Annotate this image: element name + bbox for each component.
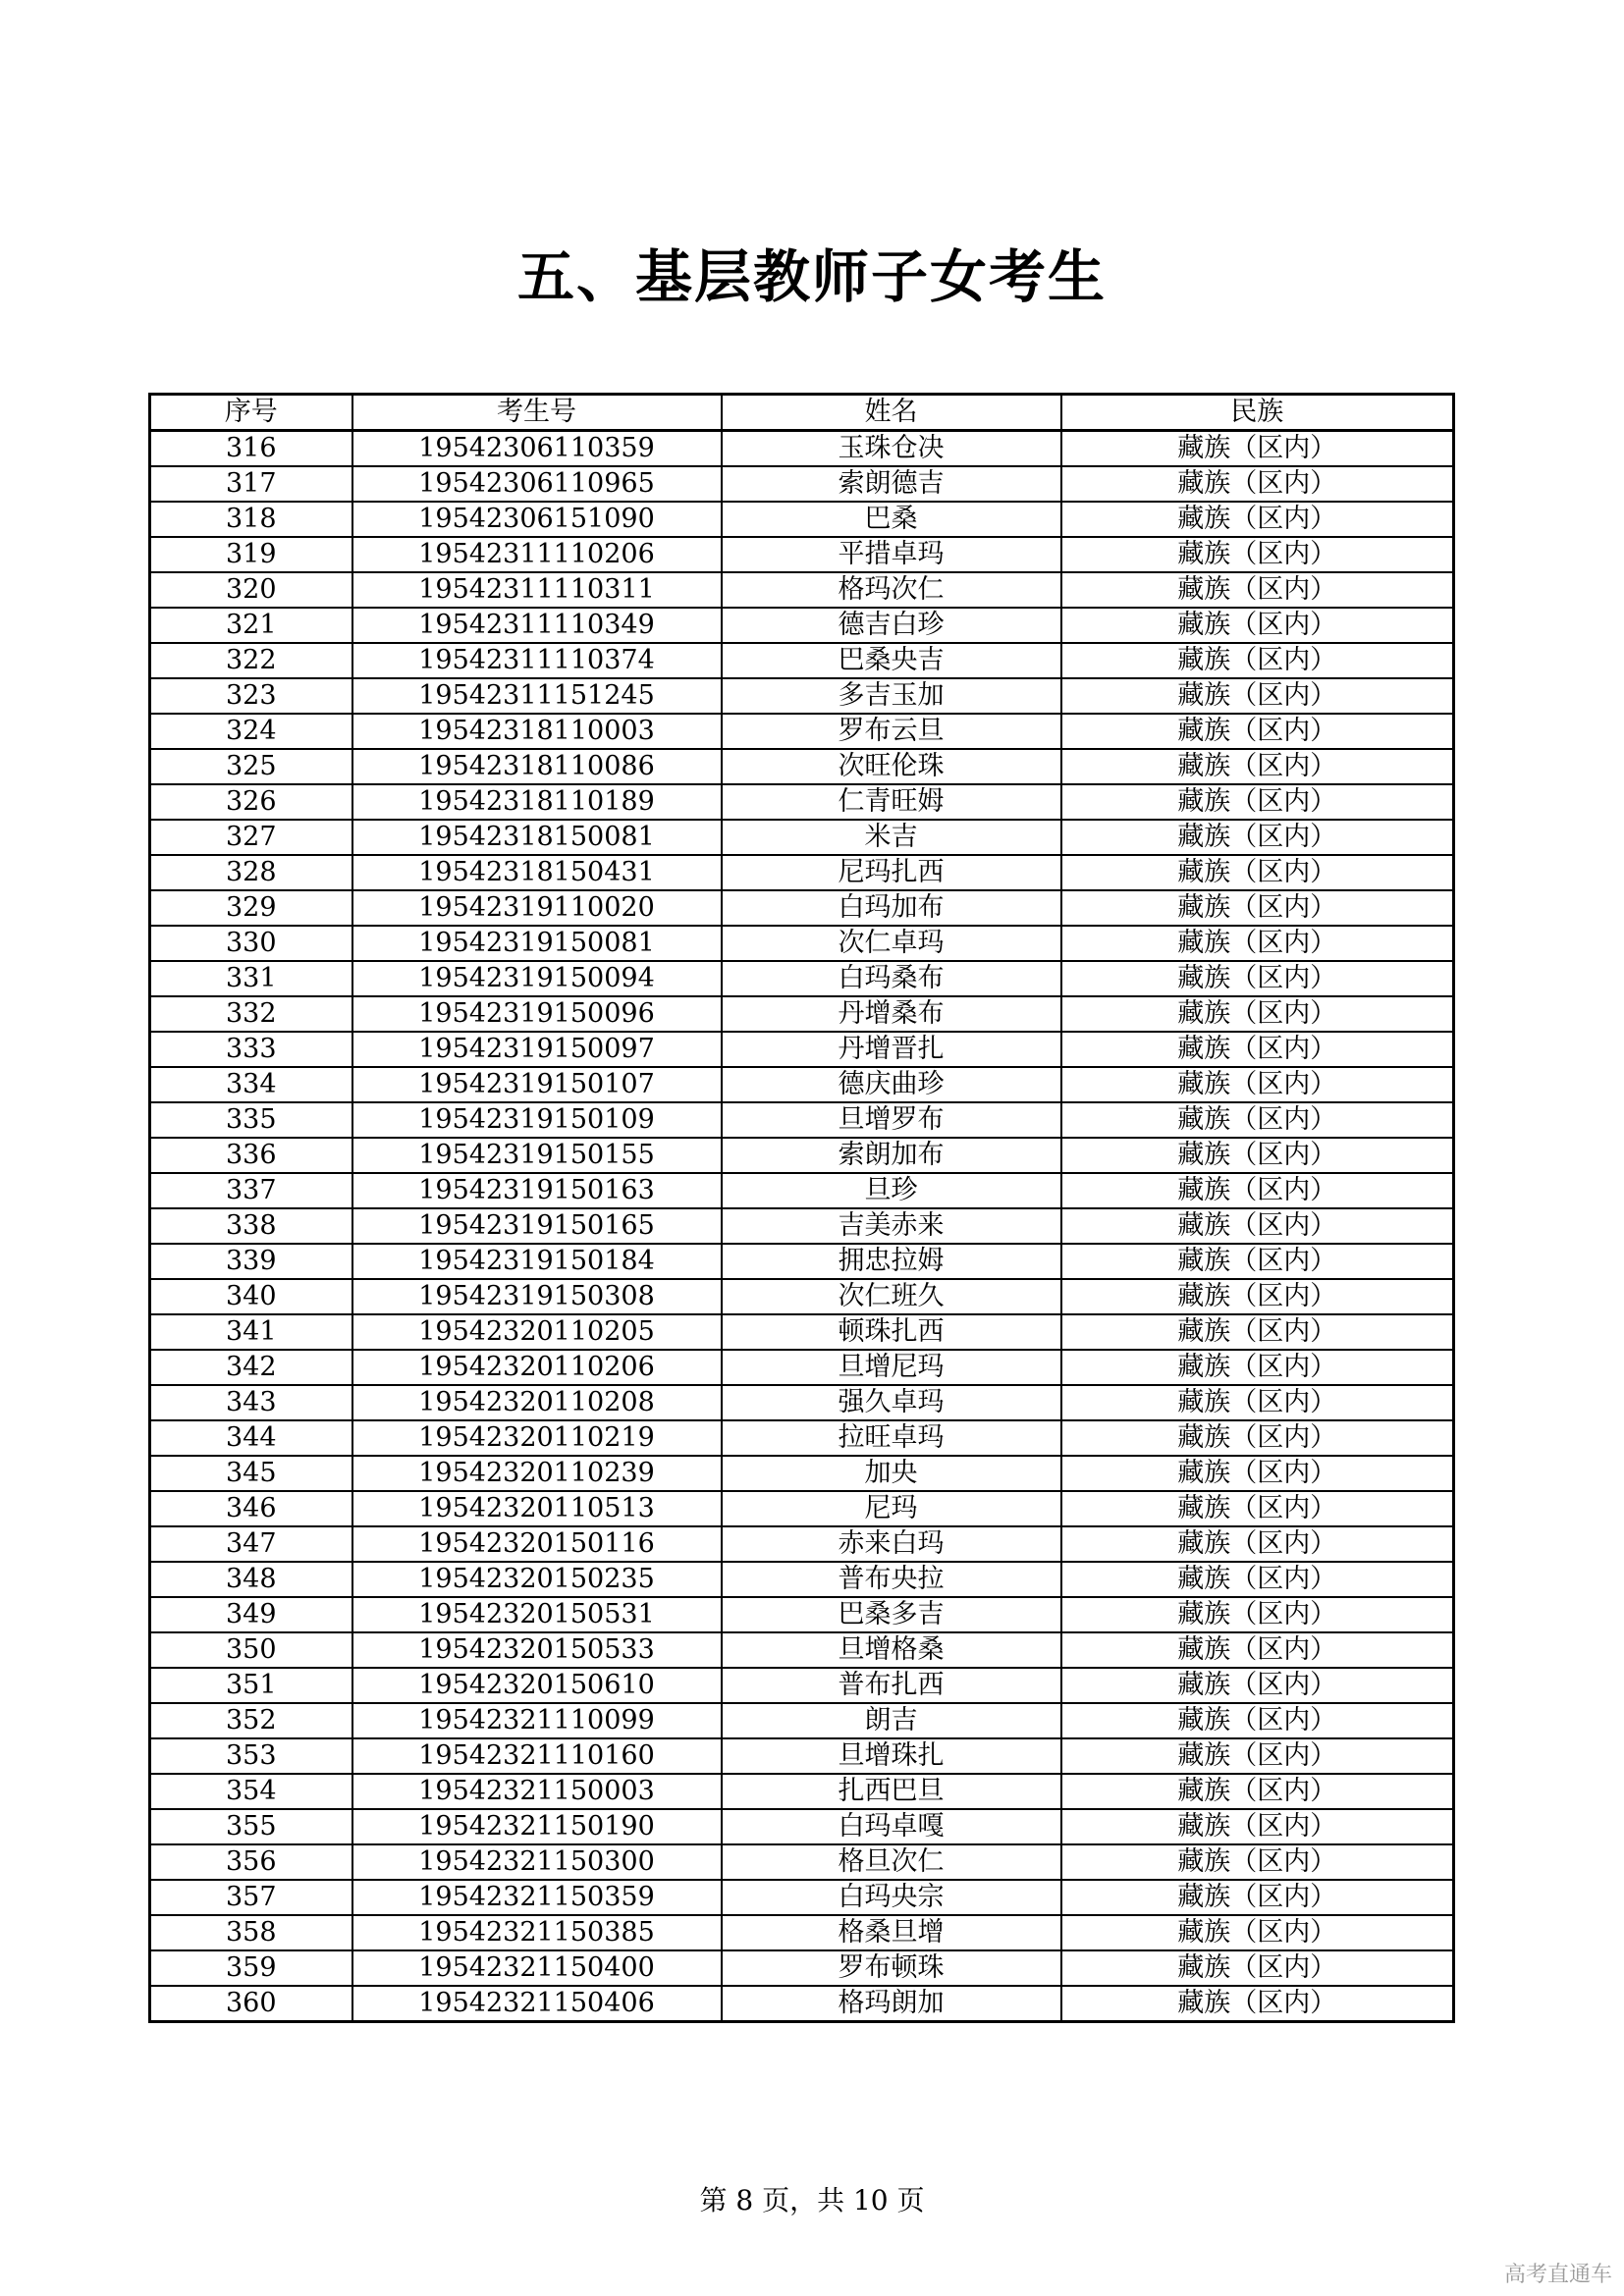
cell-name: 丹增晋扎 <box>722 1032 1061 1067</box>
cell-name: 白玛加布 <box>722 890 1061 926</box>
cell-name: 次旺伦珠 <box>722 749 1061 784</box>
candidate-table <box>148 393 1455 2023</box>
cell-index: 333 <box>150 1032 352 1067</box>
cell-index: 337 <box>150 1173 352 1208</box>
table-row <box>150 608 1454 643</box>
cell-ethnicity: 藏族（区内） <box>1061 1668 1454 1703</box>
cell-name: 普布扎西 <box>722 1668 1061 1703</box>
table-row <box>150 1809 1454 1844</box>
table-body <box>150 431 1454 2022</box>
cell-index: 329 <box>150 890 352 926</box>
cell-exam-number: 19542319150109 <box>352 1102 722 1138</box>
cell-name: 普布央拉 <box>722 1562 1061 1597</box>
table-row <box>150 1314 1454 1350</box>
cell-index: 349 <box>150 1597 352 1632</box>
table-row <box>150 961 1454 996</box>
cell-ethnicity: 藏族（区内） <box>1061 714 1454 749</box>
cell-name: 白玛桑布 <box>722 961 1061 996</box>
cell-exam-number: 19542321110099 <box>352 1703 722 1738</box>
cell-name: 格玛次仁 <box>722 572 1061 608</box>
cell-exam-number: 19542320150235 <box>352 1562 722 1597</box>
cell-name: 次仁班久 <box>722 1279 1061 1314</box>
cell-ethnicity: 藏族（区内） <box>1061 1526 1454 1562</box>
cell-index: 350 <box>150 1632 352 1668</box>
table-row <box>150 1986 1454 2022</box>
table-row <box>150 1562 1454 1597</box>
cell-index: 355 <box>150 1809 352 1844</box>
cell-ethnicity: 藏族（区内） <box>1061 890 1454 926</box>
cell-ethnicity: 藏族（区内） <box>1061 1067 1454 1102</box>
cell-name: 加央 <box>722 1456 1061 1491</box>
column-header-name: 姓名 <box>722 395 1061 431</box>
cell-name: 旦增尼玛 <box>722 1350 1061 1385</box>
cell-name: 巴桑多吉 <box>722 1597 1061 1632</box>
cell-name: 赤来白玛 <box>722 1526 1061 1562</box>
cell-ethnicity: 藏族（区内） <box>1061 1102 1454 1138</box>
cell-name: 次仁卓玛 <box>722 926 1061 961</box>
cell-ethnicity: 藏族（区内） <box>1061 643 1454 678</box>
table-row <box>150 431 1454 467</box>
cell-ethnicity: 藏族（区内） <box>1061 1420 1454 1456</box>
cell-name: 罗布云旦 <box>722 714 1061 749</box>
table-row <box>150 1138 1454 1173</box>
cell-index: 320 <box>150 572 352 608</box>
column-header-exam-number: 考生号 <box>352 395 722 431</box>
cell-index: 316 <box>150 431 352 467</box>
table-header <box>150 395 1454 431</box>
cell-ethnicity: 藏族（区内） <box>1061 1632 1454 1668</box>
table-row <box>150 996 1454 1032</box>
cell-index: 328 <box>150 855 352 890</box>
cell-exam-number: 19542320150116 <box>352 1526 722 1562</box>
cell-ethnicity: 藏族（区内） <box>1061 1915 1454 1950</box>
cell-name: 平措卓玛 <box>722 537 1061 572</box>
cell-exam-number: 19542311110374 <box>352 643 722 678</box>
cell-exam-number: 19542319150081 <box>352 926 722 961</box>
cell-ethnicity: 藏族（区内） <box>1061 678 1454 714</box>
cell-exam-number: 19542319150155 <box>352 1138 722 1173</box>
table-row <box>150 1950 1454 1986</box>
cell-exam-number: 19542306151090 <box>352 502 722 537</box>
cell-exam-number: 19542320110208 <box>352 1385 722 1420</box>
cell-name: 巴桑 <box>722 502 1061 537</box>
cell-ethnicity: 藏族（区内） <box>1061 1314 1454 1350</box>
table-row <box>150 1774 1454 1809</box>
table-row <box>150 1173 1454 1208</box>
cell-exam-number: 19542319150094 <box>352 961 722 996</box>
table-row <box>150 1844 1454 1880</box>
cell-ethnicity: 藏族（区内） <box>1061 1208 1454 1244</box>
cell-ethnicity: 藏族（区内） <box>1061 1456 1454 1491</box>
cell-exam-number: 19542318110003 <box>352 714 722 749</box>
cell-exam-number: 19542319150097 <box>352 1032 722 1067</box>
cell-ethnicity: 藏族（区内） <box>1061 1562 1454 1597</box>
cell-index: 346 <box>150 1491 352 1526</box>
cell-index: 339 <box>150 1244 352 1279</box>
cell-exam-number: 19542320110205 <box>352 1314 722 1350</box>
cell-exam-number: 19542321150359 <box>352 1880 722 1915</box>
cell-index: 321 <box>150 608 352 643</box>
cell-exam-number: 19542320150610 <box>352 1668 722 1703</box>
cell-index: 359 <box>150 1950 352 1986</box>
cell-exam-number: 19542318150431 <box>352 855 722 890</box>
cell-index: 324 <box>150 714 352 749</box>
cell-index: 318 <box>150 502 352 537</box>
table-row <box>150 1703 1454 1738</box>
cell-name: 多吉玉加 <box>722 678 1061 714</box>
cell-index: 345 <box>150 1456 352 1491</box>
cell-name: 顿珠扎西 <box>722 1314 1061 1350</box>
cell-exam-number: 19542319150184 <box>352 1244 722 1279</box>
cell-ethnicity: 藏族（区内） <box>1061 1880 1454 1915</box>
cell-index: 347 <box>150 1526 352 1562</box>
cell-ethnicity: 藏族（区内） <box>1061 784 1454 820</box>
table-row <box>150 1279 1454 1314</box>
table-row <box>150 1597 1454 1632</box>
table-row <box>150 1385 1454 1420</box>
table-row <box>150 1491 1454 1526</box>
cell-ethnicity: 藏族（区内） <box>1061 572 1454 608</box>
cell-index: 334 <box>150 1067 352 1102</box>
cell-ethnicity: 藏族（区内） <box>1061 1703 1454 1738</box>
cell-ethnicity: 藏族（区内） <box>1061 926 1454 961</box>
cell-ethnicity: 藏族（区内） <box>1061 1809 1454 1844</box>
table-row <box>150 1880 1454 1915</box>
cell-name: 米吉 <box>722 820 1061 855</box>
cell-index: 358 <box>150 1915 352 1950</box>
cell-index: 342 <box>150 1350 352 1385</box>
table-row <box>150 502 1454 537</box>
cell-ethnicity: 藏族（区内） <box>1061 749 1454 784</box>
cell-ethnicity: 藏族（区内） <box>1061 1244 1454 1279</box>
column-header-index: 序号 <box>150 395 352 431</box>
cell-index: 319 <box>150 537 352 572</box>
cell-name: 格桑旦增 <box>722 1915 1061 1950</box>
cell-exam-number: 19542318110189 <box>352 784 722 820</box>
cell-ethnicity: 藏族（区内） <box>1061 1844 1454 1880</box>
table-row <box>150 926 1454 961</box>
table-row <box>150 1915 1454 1950</box>
cell-name: 扎西巴旦 <box>722 1774 1061 1809</box>
cell-ethnicity: 藏族（区内） <box>1061 1385 1454 1420</box>
cell-index: 341 <box>150 1314 352 1350</box>
cell-ethnicity: 藏族（区内） <box>1061 1032 1454 1067</box>
cell-exam-number: 19542321150003 <box>352 1774 722 1809</box>
cell-exam-number: 19542306110965 <box>352 466 722 502</box>
table-row <box>150 1526 1454 1562</box>
cell-name: 旦珍 <box>722 1173 1061 1208</box>
cell-index: 326 <box>150 784 352 820</box>
cell-exam-number: 19542319150107 <box>352 1067 722 1102</box>
cell-name: 朗吉 <box>722 1703 1061 1738</box>
table-row <box>150 1067 1454 1102</box>
cell-ethnicity: 藏族（区内） <box>1061 537 1454 572</box>
cell-name: 索朗加布 <box>722 1138 1061 1173</box>
cell-ethnicity: 藏族（区内） <box>1061 502 1454 537</box>
cell-index: 336 <box>150 1138 352 1173</box>
table-row <box>150 749 1454 784</box>
cell-name: 格玛朗加 <box>722 1986 1061 2022</box>
cell-ethnicity: 藏族（区内） <box>1061 1279 1454 1314</box>
table-row <box>150 714 1454 749</box>
cell-name: 德吉白珍 <box>722 608 1061 643</box>
cell-exam-number: 19542318110086 <box>352 749 722 784</box>
cell-index: 317 <box>150 466 352 502</box>
cell-name: 巴桑央吉 <box>722 643 1061 678</box>
cell-name: 仁青旺姆 <box>722 784 1061 820</box>
cell-index: 351 <box>150 1668 352 1703</box>
cell-exam-number: 19542321150385 <box>352 1915 722 1950</box>
cell-exam-number: 19542320110239 <box>352 1456 722 1491</box>
cell-ethnicity: 藏族（区内） <box>1061 1950 1454 1986</box>
table-row <box>150 1208 1454 1244</box>
cell-name: 白玛卓嘎 <box>722 1809 1061 1844</box>
table-row <box>150 466 1454 502</box>
cell-index: 354 <box>150 1774 352 1809</box>
cell-name: 拥忠拉姆 <box>722 1244 1061 1279</box>
cell-index: 338 <box>150 1208 352 1244</box>
header-row <box>150 395 1454 431</box>
cell-name: 丹增桑布 <box>722 996 1061 1032</box>
cell-ethnicity: 藏族（区内） <box>1061 1597 1454 1632</box>
cell-name: 罗布顿珠 <box>722 1950 1061 1986</box>
cell-name: 德庆曲珍 <box>722 1067 1061 1102</box>
watermark-logo: 高考直通车 <box>1503 2263 1612 2287</box>
cell-exam-number: 19542311110349 <box>352 608 722 643</box>
table-row <box>150 1102 1454 1138</box>
cell-ethnicity: 藏族（区内） <box>1061 1350 1454 1385</box>
cell-exam-number: 19542311110206 <box>352 537 722 572</box>
cell-index: 357 <box>150 1880 352 1915</box>
cell-index: 332 <box>150 996 352 1032</box>
cell-name: 索朗德吉 <box>722 466 1061 502</box>
cell-exam-number: 19542321150406 <box>352 1986 722 2022</box>
table-row <box>150 1738 1454 1774</box>
table-row <box>150 1668 1454 1703</box>
table-row <box>150 1420 1454 1456</box>
cell-name: 旦增珠扎 <box>722 1738 1061 1774</box>
cell-index: 344 <box>150 1420 352 1456</box>
table-row <box>150 537 1454 572</box>
cell-name: 格旦次仁 <box>722 1844 1061 1880</box>
page-title: 五、基层教师子女考生 <box>516 243 1107 310</box>
cell-exam-number: 19542311151245 <box>352 678 722 714</box>
cell-index: 331 <box>150 961 352 996</box>
cell-name: 玉珠仓决 <box>722 431 1061 467</box>
cell-index: 352 <box>150 1703 352 1738</box>
cell-index: 322 <box>150 643 352 678</box>
cell-ethnicity: 藏族（区内） <box>1061 1738 1454 1774</box>
table-row <box>150 1350 1454 1385</box>
cell-ethnicity: 藏族（区内） <box>1061 820 1454 855</box>
cell-name: 拉旺卓玛 <box>722 1420 1061 1456</box>
cell-ethnicity: 藏族（区内） <box>1061 855 1454 890</box>
cell-name: 旦增罗布 <box>722 1102 1061 1138</box>
cell-exam-number: 19542319110020 <box>352 890 722 926</box>
cell-exam-number: 19542306110359 <box>352 431 722 467</box>
cell-exam-number: 19542320110513 <box>352 1491 722 1526</box>
cell-exam-number: 19542319150096 <box>352 996 722 1032</box>
cell-name: 吉美赤来 <box>722 1208 1061 1244</box>
cell-index: 325 <box>150 749 352 784</box>
table-row <box>150 1456 1454 1491</box>
cell-name: 白玛央宗 <box>722 1880 1061 1915</box>
table-row <box>150 678 1454 714</box>
table-row <box>150 1244 1454 1279</box>
cell-ethnicity: 藏族（区内） <box>1061 961 1454 996</box>
table-row <box>150 820 1454 855</box>
cell-index: 356 <box>150 1844 352 1880</box>
cell-index: 323 <box>150 678 352 714</box>
cell-index: 348 <box>150 1562 352 1597</box>
cell-exam-number: 19542321150300 <box>352 1844 722 1880</box>
cell-index: 327 <box>150 820 352 855</box>
cell-exam-number: 19542320150533 <box>352 1632 722 1668</box>
table-row <box>150 572 1454 608</box>
cell-exam-number: 19542321150190 <box>352 1809 722 1844</box>
cell-exam-number: 19542319150308 <box>352 1279 722 1314</box>
table-row <box>150 1632 1454 1668</box>
cell-exam-number: 19542320110219 <box>352 1420 722 1456</box>
cell-index: 330 <box>150 926 352 961</box>
column-header-ethnicity: 民族 <box>1061 395 1454 431</box>
table-row <box>150 643 1454 678</box>
cell-exam-number: 19542319150163 <box>352 1173 722 1208</box>
cell-index: 340 <box>150 1279 352 1314</box>
table-row <box>150 784 1454 820</box>
cell-exam-number: 19542319150165 <box>352 1208 722 1244</box>
cell-exam-number: 19542321110160 <box>352 1738 722 1774</box>
cell-index: 335 <box>150 1102 352 1138</box>
cell-ethnicity: 藏族（区内） <box>1061 1986 1454 2022</box>
cell-ethnicity: 藏族（区内） <box>1061 466 1454 502</box>
cell-name: 尼玛扎西 <box>722 855 1061 890</box>
cell-exam-number: 19542311110311 <box>352 572 722 608</box>
cell-ethnicity: 藏族（区内） <box>1061 1491 1454 1526</box>
cell-exam-number: 19542320110206 <box>352 1350 722 1385</box>
table-row <box>150 890 1454 926</box>
cell-exam-number: 19542320150531 <box>352 1597 722 1632</box>
table-row <box>150 855 1454 890</box>
cell-index: 353 <box>150 1738 352 1774</box>
cell-ethnicity: 藏族（区内） <box>1061 608 1454 643</box>
cell-ethnicity: 藏族（区内） <box>1061 1173 1454 1208</box>
cell-name: 尼玛 <box>722 1491 1061 1526</box>
cell-index: 343 <box>150 1385 352 1420</box>
cell-ethnicity: 藏族（区内） <box>1061 431 1454 467</box>
cell-name: 旦增格桑 <box>722 1632 1061 1668</box>
cell-index: 360 <box>150 1986 352 2022</box>
cell-ethnicity: 藏族（区内） <box>1061 1138 1454 1173</box>
cell-ethnicity: 藏族（区内） <box>1061 996 1454 1032</box>
cell-ethnicity: 藏族（区内） <box>1061 1774 1454 1809</box>
cell-name: 强久卓玛 <box>722 1385 1061 1420</box>
cell-exam-number: 19542321150400 <box>352 1950 722 1986</box>
page-footer: 第 8 页，共 10 页 <box>699 2184 925 2216</box>
cell-exam-number: 19542318150081 <box>352 820 722 855</box>
table-row <box>150 1032 1454 1067</box>
